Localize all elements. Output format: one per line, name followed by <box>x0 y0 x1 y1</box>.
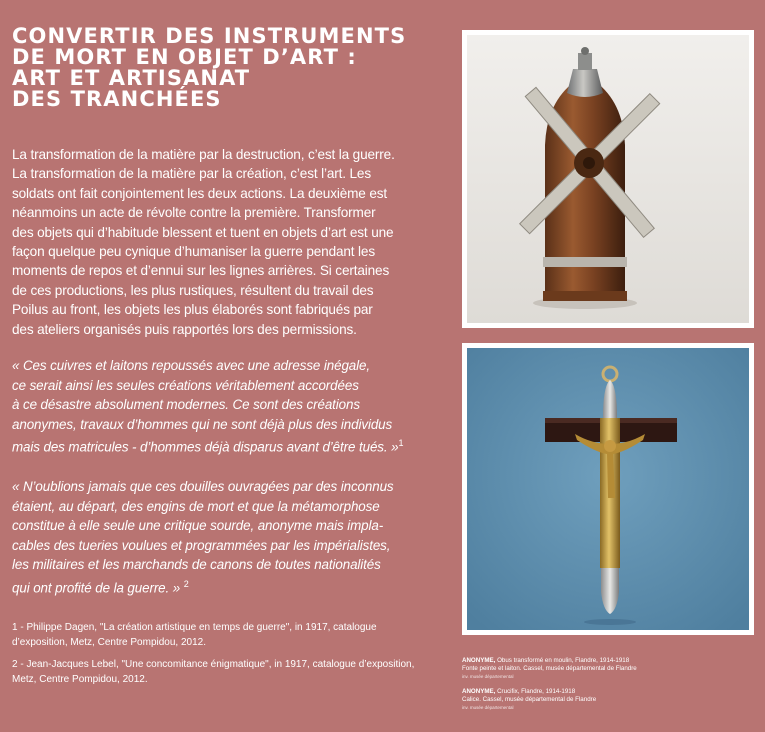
quote-line: ce serait ainsi les seules créations véritablement accordées <box>12 377 359 393</box>
caption-line: Fonte peinte et laiton. Cassel, musée départemental de Flandre <box>462 665 637 672</box>
body-line: La transformation de la matière par la destruction, c’est la guerre. <box>12 147 395 162</box>
body-line: des objets qui d’habitude blessent et tuent en objets d’art est une <box>12 224 394 240</box>
caption-small: inv. musée départemental <box>462 705 514 710</box>
title-line: ART ET ARTISANAT <box>12 66 251 90</box>
caption-small: inv. musée départemental <box>462 674 514 679</box>
footnote-line: 1 - Philippe Dagen, "La création artistique en temps de guerre", in 1917, catalogue <box>12 622 377 633</box>
body-line: des ateliers organisés puis rapportés lors des permissions. <box>12 321 357 337</box>
quote-line: à ce désastre absolument modernes. Ce sont des créations <box>12 397 360 413</box>
shell-windmill-icon <box>467 35 749 323</box>
shell-windmill-photo <box>462 30 754 328</box>
body-line: moments de repos et d’ennui sur les lignes arrières. Si certaines <box>12 263 390 279</box>
caption-label: ANONYME, <box>462 657 496 664</box>
quote-lebel <box>12 477 432 598</box>
quote-line: constitue à elle seule une critique sourde, anonyme mais impla- <box>12 518 384 534</box>
quote-line: anonymes, travaux d’hommes qui ne sont déjà plus des individus <box>12 416 393 432</box>
footnote-ref-1: 1 <box>398 438 404 449</box>
caption-line: Obus transformé en moulin, Flandre, 1914-1918 <box>497 657 630 664</box>
title-line: CONVERTIR DES INSTRUMENTS <box>12 24 407 48</box>
body-line: façon quelque peu cynique d’humaniser la guerre pendant les <box>12 244 375 260</box>
footnote-1 <box>12 620 432 650</box>
quote-line: étaient, au départ, des engins de mort et que la métamorphose <box>12 498 380 514</box>
quote-line-text: mais des matricules - d’hommes déjà disparus avant d’être tués. » <box>12 439 399 455</box>
quote-dagen <box>12 356 432 457</box>
footnote-line: 2 - Jean-Jacques Lebel, "Une concomitance énigmatique", in 1917, catalogue d’exposition, <box>12 659 415 670</box>
caption-label: ANONYME, <box>462 688 496 695</box>
body-line: La transformation de la matière par la création, c’est l’art. Les <box>12 166 371 182</box>
body-line: Poilus au front, les objets les plus élaborés sont fabriqués par <box>12 302 373 318</box>
body-line: néanmoins un acte de révolte contre la première. Transformer <box>12 205 376 221</box>
quote-line: « N’oublions jamais que ces douilles ouvragées par des inconnus <box>12 479 394 494</box>
footnote-line: Metz, Centre Pompidou, 2012. <box>12 674 148 685</box>
crucifix-icon <box>467 348 749 630</box>
page-title <box>12 26 432 110</box>
caption-line: Crucifix, Flandre, 1914-1918 <box>497 688 576 695</box>
title-line: DE MORT EN OBJET D’ART : <box>12 45 357 69</box>
crucifix-photo <box>462 343 754 635</box>
footnote-line: d’exposition, Metz, Centre Pompidou, 2012. <box>12 637 206 648</box>
quote-line: « Ces cuivres et laitons repoussés avec une adresse inégale, <box>12 358 370 373</box>
caption-1 <box>462 657 754 681</box>
quote-line <box>12 575 432 598</box>
intro-paragraph <box>12 145 432 339</box>
photo-captions <box>462 657 754 719</box>
body-line: de ces productions, les plus rustiques, résultent du travail des <box>12 282 374 298</box>
quote-line: cables des tueries voulues et programmées par les impérialistes, <box>12 537 391 553</box>
footnotes <box>12 620 432 694</box>
quote-line: les militaires et les marchands de canons de toutes nationalités <box>12 557 381 573</box>
caption-line: Calice. Cassel, musée départemental de Flandre <box>462 696 597 703</box>
body-line: soldats ont fait conjointement les deux actions. La deuxième est <box>12 185 388 201</box>
footnote-2 <box>12 657 432 687</box>
quote-line-text: qui ont profité de la guerre. » <box>12 580 181 596</box>
caption-2 <box>462 688 754 712</box>
title-line: DES TRANCHÉES <box>12 87 222 111</box>
footnote-ref-2: 2 <box>183 578 189 589</box>
quote-line <box>12 434 432 457</box>
